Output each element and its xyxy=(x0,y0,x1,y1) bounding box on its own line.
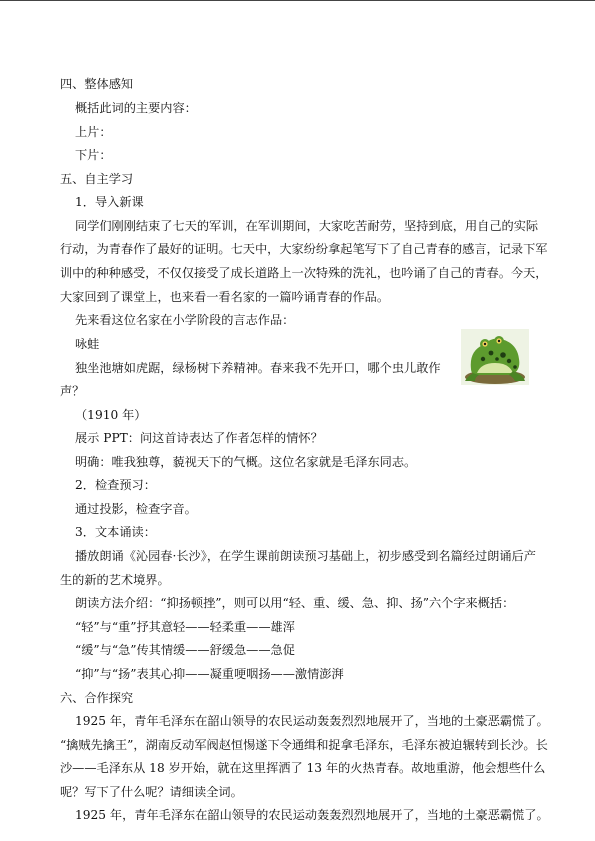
section-heading-6: 六、合作探究 xyxy=(60,691,134,705)
paragraph-line: 训中的种种感受，不仅仅接受了成长道路上一次特殊的洗礼，也吟诵了自己的青春。今天， xyxy=(60,266,548,280)
paragraph-line: 播放朗诵《沁园春·长沙》，在学生课前朗读预习基础上，初步感受到名篇经过朗诵后产 xyxy=(75,549,536,563)
paragraph-line: 上片： xyxy=(75,125,112,139)
paragraph-line: 明确：唯我独尊，藐视天下的气概。这位名家就是毛泽东同志。 xyxy=(75,455,417,469)
section-heading-4: 四、整体感知 xyxy=(60,77,134,91)
subheading: 3．文本诵读： xyxy=(75,525,156,539)
paragraph-line: 呢？写下了什么呢？请细读全词。 xyxy=(60,785,243,799)
reading-method-line: “轻”与“重”抒其意轻——轻柔重——雄浑 xyxy=(75,620,295,634)
paragraph-line: 沙——毛泽东从 18 岁开始，就在这里挥洒了 13 年的火热青春。故地重游，他会想些什么 xyxy=(60,761,546,775)
paragraph-line: 同学们刚刚结束了七天的军训，在军训期间，大家吃苦耐劳，坚持到底，用自己的实际 xyxy=(75,219,539,233)
poem-title: 咏蛙 xyxy=(75,337,100,351)
reading-method-line: “缓”与“急”传其情缓——舒缓急——急促 xyxy=(75,643,295,657)
poem-line: 声？ xyxy=(60,384,85,398)
paragraph-line: 先来看这位名家在小学阶段的言志作品： xyxy=(75,313,295,327)
paragraph-line: 通过投影，检查字音。 xyxy=(75,502,197,516)
subheading: 2．检查预习： xyxy=(75,478,156,492)
header-rule xyxy=(0,0,595,1)
poem-line: 独坐池塘如虎踞，绿杨树下养精神。春来我不先开口，哪个虫儿敢作 xyxy=(75,361,441,375)
paragraph-line: 展示 PPT：问这首诗表达了作者怎样的情怀？ xyxy=(75,431,323,445)
subheading: 1．导入新课 xyxy=(75,195,144,209)
paragraph-line: 大家回到了课堂上，也来看一看名家的一篇吟诵青春的作品。 xyxy=(60,290,390,304)
paragraph-line: 1925 年，青年毛泽东在韶山领导的农民运动轰轰烈烈地展开了，当地的土豪恶霸慌了。 xyxy=(75,714,549,728)
section-heading-5: 五、自主学习 xyxy=(60,172,134,186)
paragraph-line: 1925 年，青年毛泽东在韶山领导的农民运动轰轰烈烈地展开了，当地的土豪恶霸慌了。 xyxy=(75,808,549,822)
paragraph-line: 概括此词的主要内容： xyxy=(75,101,197,115)
reading-method-line: “抑”与“扬”表其心抑——凝重哽咽扬——激情澎湃 xyxy=(75,667,344,681)
paragraph-line: 朗读方法介绍：“抑扬顿挫”，则可以用“轻、重、缓、急、抑、扬”六个字来概括： xyxy=(75,596,515,610)
paragraph-line: “擒贼先擒王”，湖南反动军阀赵恒惕遂下令通缉和捉拿毛泽东，毛泽东被迫辗转到长沙。长 xyxy=(60,738,548,752)
paragraph-line: 生的新的艺术境界。 xyxy=(60,573,170,587)
frog-illustration xyxy=(461,329,529,385)
paragraph-line: 下片： xyxy=(75,148,112,162)
paragraph-line: 行动，为青春作了最好的证明。七天中，大家纷纷拿起笔写下了自己青春的感言，记录下军 xyxy=(60,242,548,256)
poem-date: （1910 年） xyxy=(75,408,147,422)
